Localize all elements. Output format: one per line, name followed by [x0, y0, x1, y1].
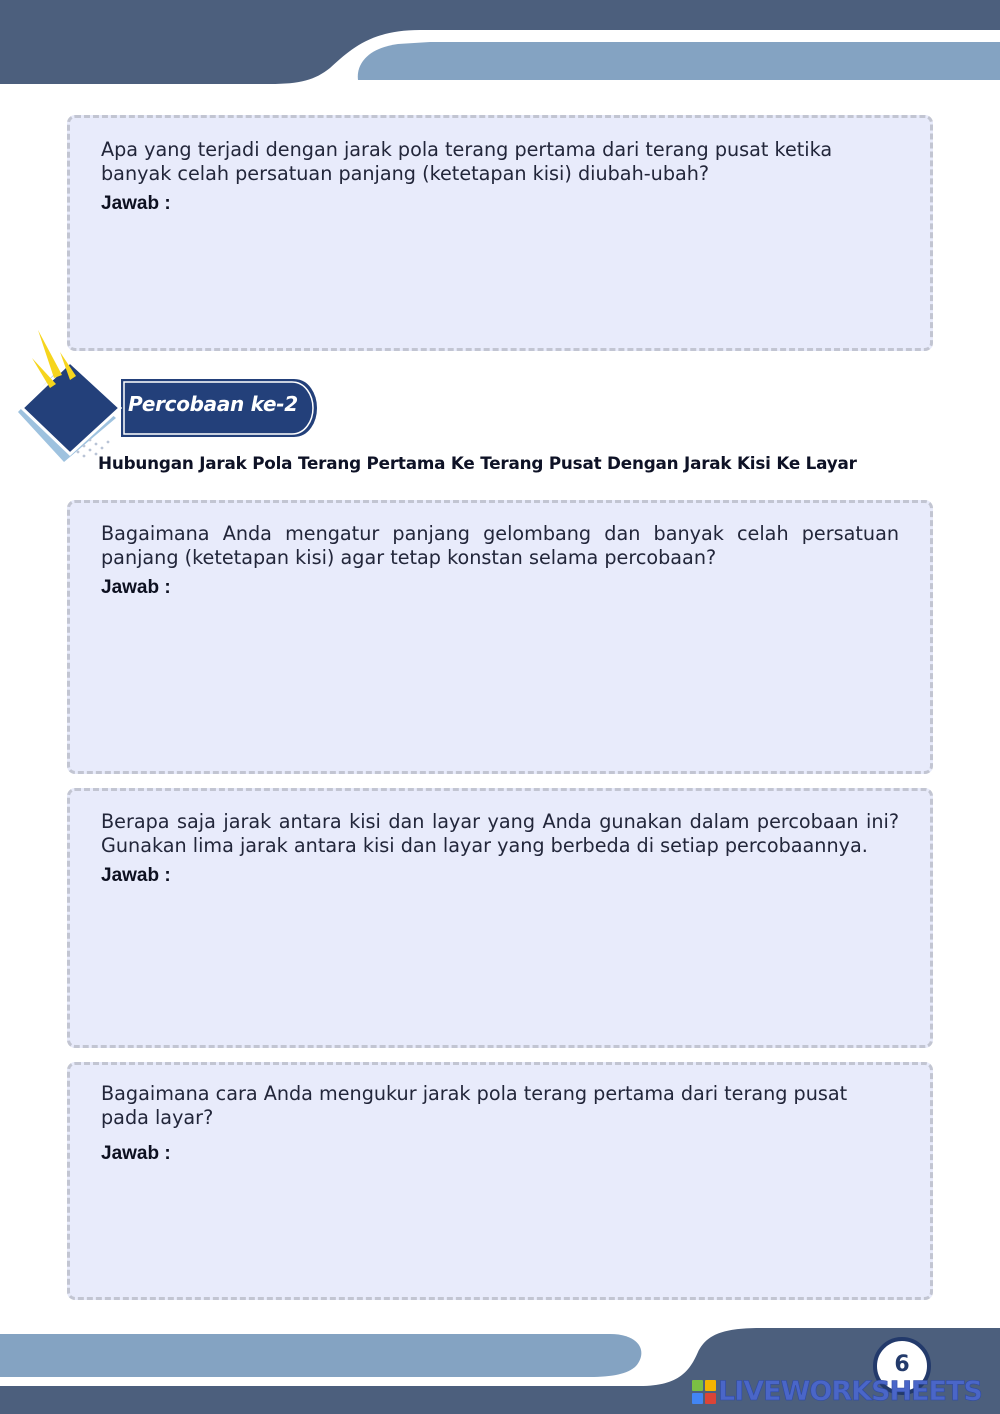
answer-label-2: Jawab :: [101, 577, 171, 598]
answer-label-1: Jawab :: [101, 193, 171, 214]
brand-text: LIVEWORKSHEETS: [718, 1376, 982, 1407]
section-badge-label: Percobaan ke-2: [128, 392, 298, 416]
answer-field-4[interactable]: [101, 1169, 899, 1283]
footer-light-band: [0, 1334, 641, 1377]
section-subtitle: Hubungan Jarak Pola Terang Pertama Ke Terang Pusat Dengan Jarak Kisi Ke Layar: [98, 453, 857, 473]
question-box-4: [67, 1062, 933, 1300]
page-number: 6: [894, 1352, 910, 1377]
answer-field-2[interactable]: [101, 603, 899, 757]
question-box-1: [67, 115, 933, 351]
answer-label-4: Jawab :: [101, 1143, 171, 1164]
question-box-2: [67, 500, 933, 774]
question-box-3: [67, 788, 933, 1048]
liveworksheets-logo-icon: [692, 1380, 716, 1404]
question-text-3: Berapa saja jarak antara kisi dan layar yang Anda gunakan dalam percobaan ini? Gunakan lima jarak antara kisi dan layar yang berbeda di setiap percobaannya.: [101, 810, 899, 857]
question-text-4: Bagaimana cara Anda mengukur jarak pola terang pertama dari terang pusat pada layar?: [101, 1082, 848, 1129]
question-text-2: Bagaimana Anda mengatur panjang gelombang dan banyak celah persatuan panjang (ketetapan kisi) agar tetap konstan selama percobaan?: [101, 522, 899, 569]
brand-watermark[interactable]: [692, 1376, 982, 1407]
answer-label-3: Jawab :: [101, 865, 171, 886]
header-light-band: [358, 42, 1000, 80]
answer-field-3[interactable]: [101, 891, 899, 1031]
question-text-1: Apa yang terjadi dengan jarak pola terang pertama dari terang pusat ketika banyak celah persatuan panjang (ketetapan kisi) diubah-ubah?: [101, 138, 833, 185]
answer-field-1[interactable]: [101, 218, 899, 334]
